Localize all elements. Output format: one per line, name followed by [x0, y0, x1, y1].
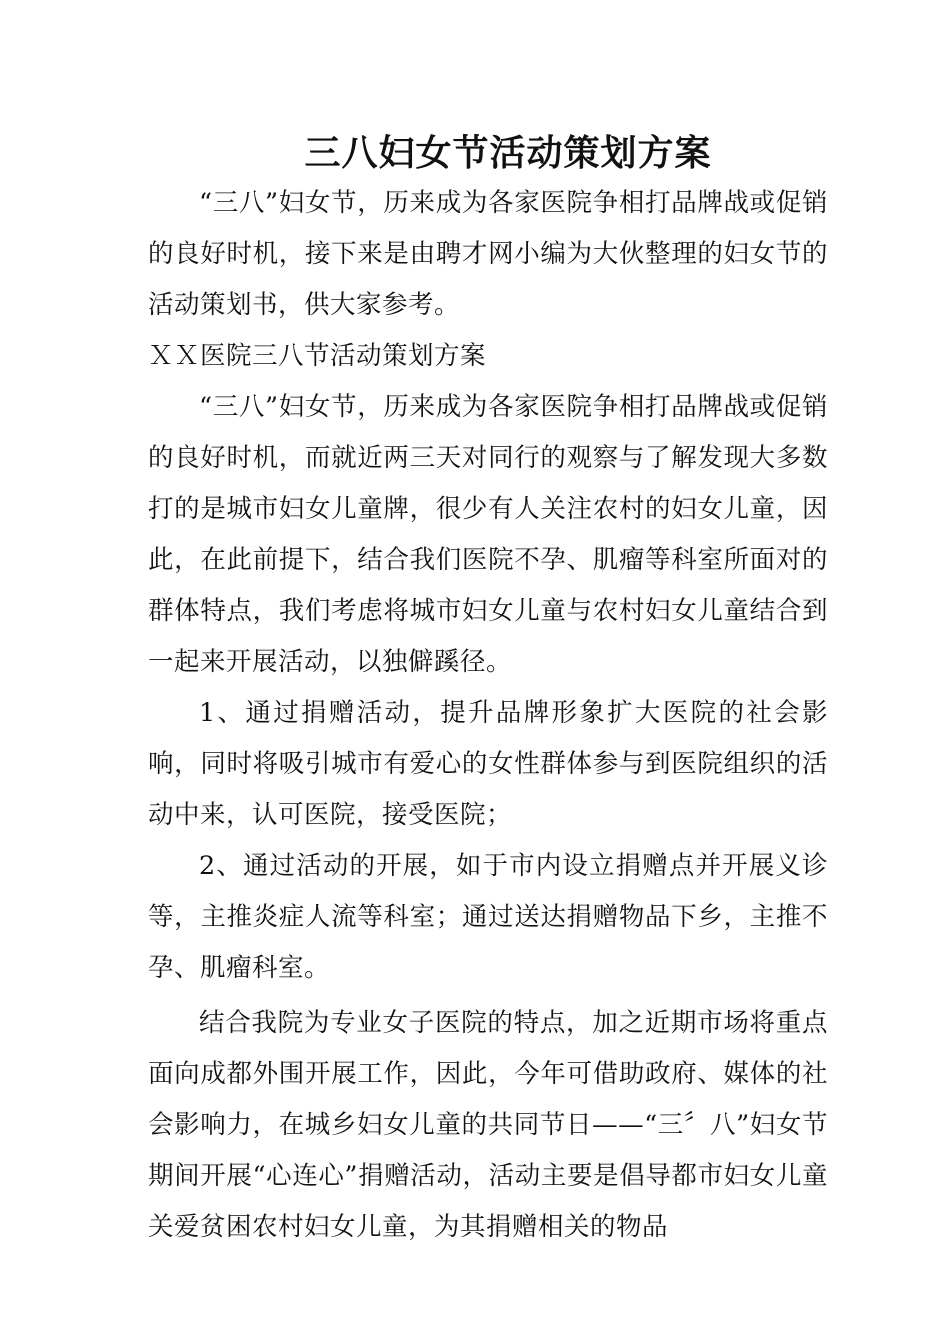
goal-paragraph-2: 2、通过活动的开展，如于市内设立捐赠点并开展义诊等，主推炎症人流等科室；通过送达捐赠物品下乡，主推不孕、肌瘤科室。 — [148, 851, 828, 983]
goal-paragraph-1: 1、通过捐赠活动，提升品牌形象扩大医院的社会影响，同时将吸引城市有爱心的女性群体参与到医院组织的活动中来，认可医院，接受医院； — [148, 698, 828, 830]
document-body — [148, 128, 828, 1253]
plan-paragraph: 结合我院为专业女子医院的特点，加之近期市场将重点面向成都外围开展工作，因此，今年可借助政府、媒体的社会影响力，在城乡妇女儿童的共同节日——“三〞八”妇女节期间开展“心连心”捐赠活动，活动主要是倡导都市妇女儿童关爱贫困农村妇女儿童，为其捐赠相关的物品 — [148, 1008, 828, 1242]
section-heading: ＸＸ医院三八节活动策划方案 — [148, 341, 487, 371]
document-title: 三八妇女节活动策划方案 — [304, 132, 712, 174]
intro-paragraph: “三八”妇女节，历来成为各家医院争相打品牌战或促销的良好时机，接下来是由聘才网小编为大伙整理的妇女节的活动策划书，供大家参考。 — [148, 188, 828, 320]
background-paragraph: “三八”妇女节，历来成为各家医院争相打品牌战或促销的良好时机，而就近两三天对同行的观察与了解发现大多数打的是城市妇女儿童牌，很少有人关注农村的妇女儿童，因此，在此前提下，结合我们医院不孕、肌瘤等科室所面对的群体特点，我们考虑将城市妇女儿童与农村妇女儿童结合到一起来开展活动，以独僻蹊径。 — [148, 392, 828, 677]
